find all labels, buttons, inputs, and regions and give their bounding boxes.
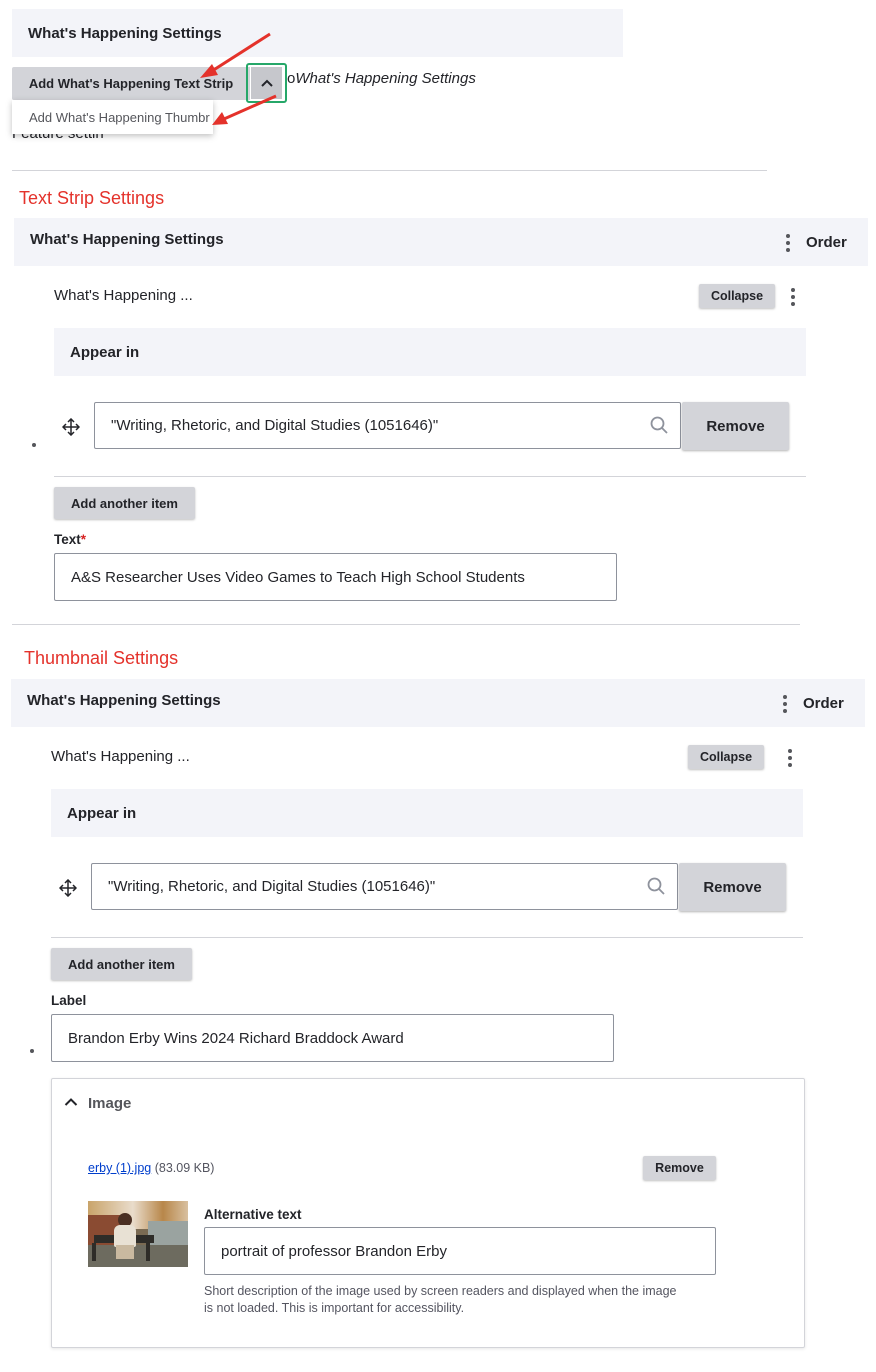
thumbnail-order-link[interactable]: Order — [803, 695, 844, 712]
text-strip-bar-kebab-icon[interactable] — [786, 234, 790, 255]
thumbnail-table-divider — [51, 937, 803, 938]
to-text: oWhat's Happening Settings — [287, 70, 476, 87]
thumbnail-add-another-button[interactable] — [51, 948, 192, 980]
to-title: What's Happening Settings — [295, 70, 476, 87]
alt-text-help-line2: is not loaded. This is important for accessibility. — [204, 1301, 465, 1315]
alt-text-help-line1: Short description of the image used by screen readers and displayed when the image — [204, 1284, 677, 1298]
list-bullet — [30, 1049, 34, 1053]
thumbnail-bar-title: What's Happening Settings — [27, 692, 221, 709]
alt-text-input[interactable] — [204, 1227, 716, 1275]
text-strip-appear-in-field[interactable] — [94, 402, 681, 449]
text-strip-order-link[interactable]: Order — [806, 234, 847, 251]
thumbnail-collapse-label: Collapse — [699, 750, 753, 764]
thumbnail-appear-in-header — [51, 789, 803, 837]
text-strip-remove-button[interactable] — [682, 402, 789, 450]
thumbnail-appear-in-value: "Writing, Rhetoric, and Digital Studies (1051646)" — [108, 878, 436, 895]
text-field-input[interactable] — [54, 553, 617, 601]
thumbnail-appear-in-title: Appear in — [67, 805, 137, 822]
thumbnail-remove-button[interactable] — [679, 863, 786, 911]
text-strip-appear-in-header — [54, 328, 806, 376]
thumbnail-bar-kebab-icon[interactable] — [783, 695, 787, 716]
label-field-label: Label — [51, 993, 87, 1008]
text-strip-add-another-label: Add another item — [71, 495, 178, 511]
thumbnail-appear-in-field[interactable] — [91, 863, 678, 910]
thumbnail-add-another-label: Add another item — [68, 956, 175, 972]
image-remove-label: Remove — [655, 1161, 704, 1175]
thumbnail-section-label: Thumbnail Settings — [24, 648, 179, 668]
search-icon — [647, 877, 665, 895]
thumbnail-collapse-button[interactable] — [688, 745, 764, 769]
chevron-up-icon[interactable] — [64, 1097, 78, 1107]
image-file-link[interactable]: erby (1).jpg — [88, 1161, 152, 1175]
text-field-label: Text* — [54, 532, 87, 547]
text-strip-add-another-button[interactable] — [54, 487, 195, 519]
top-bar-title: What's Happening Settings — [28, 25, 222, 42]
thumbnail-remove-label: Remove — [703, 878, 762, 896]
text-strip-remove-label: Remove — [706, 417, 765, 435]
image-details-title[interactable]: Image — [88, 1095, 132, 1112]
text-strip-summary: What's Happening ... — [54, 287, 193, 304]
text-strip-bar-title: What's Happening Settings — [30, 231, 224, 248]
drag-handle-icon[interactable] — [59, 879, 77, 897]
label-field-value: Brandon Erby Wins 2024 Richard Braddock Award — [68, 1029, 404, 1047]
add-thumbnail-menu-item[interactable]: Add What's Happening Thumbr — [29, 110, 210, 125]
thumbnail-item-kebab-icon[interactable] — [788, 749, 792, 770]
text-strip-table-divider — [54, 476, 806, 477]
thumbnail-summary: What's Happening ... — [51, 748, 190, 765]
annotation-arrows — [0, 0, 876, 140]
text-strip-item-kebab-icon[interactable] — [791, 288, 795, 309]
text-strip-section-label: Text Strip Settings — [19, 188, 165, 208]
text-strip-collapse-label: Collapse — [710, 289, 764, 303]
add-text-strip-label: Add What's Happening Text Strip — [28, 76, 234, 91]
text-strip-appear-in-value: "Writing, Rhetoric, and Digital Studies (1051646)" — [111, 417, 439, 434]
search-icon — [650, 416, 668, 434]
alt-text-label: Alternative text — [204, 1207, 302, 1222]
top-divider — [12, 170, 767, 171]
alt-text-value: portrait of professor Brandon Erby — [221, 1242, 447, 1260]
image-thumbnail — [88, 1201, 188, 1267]
alt-text-help — [204, 1283, 744, 1317]
drag-handle-icon[interactable] — [62, 418, 80, 436]
text-strip-collapse-button[interactable] — [699, 284, 775, 308]
image-remove-button[interactable] — [643, 1156, 716, 1180]
list-bullet — [32, 443, 36, 447]
middle-divider — [12, 624, 800, 625]
text-strip-appear-in-title: Appear in — [70, 344, 140, 361]
image-file-size: (83.09 KB) — [154, 1161, 215, 1175]
text-field-value: A&S Researcher Uses Video Games to Teach High School Students — [71, 568, 525, 586]
image-file-info — [88, 1161, 214, 1175]
label-field-input[interactable] — [51, 1014, 614, 1062]
